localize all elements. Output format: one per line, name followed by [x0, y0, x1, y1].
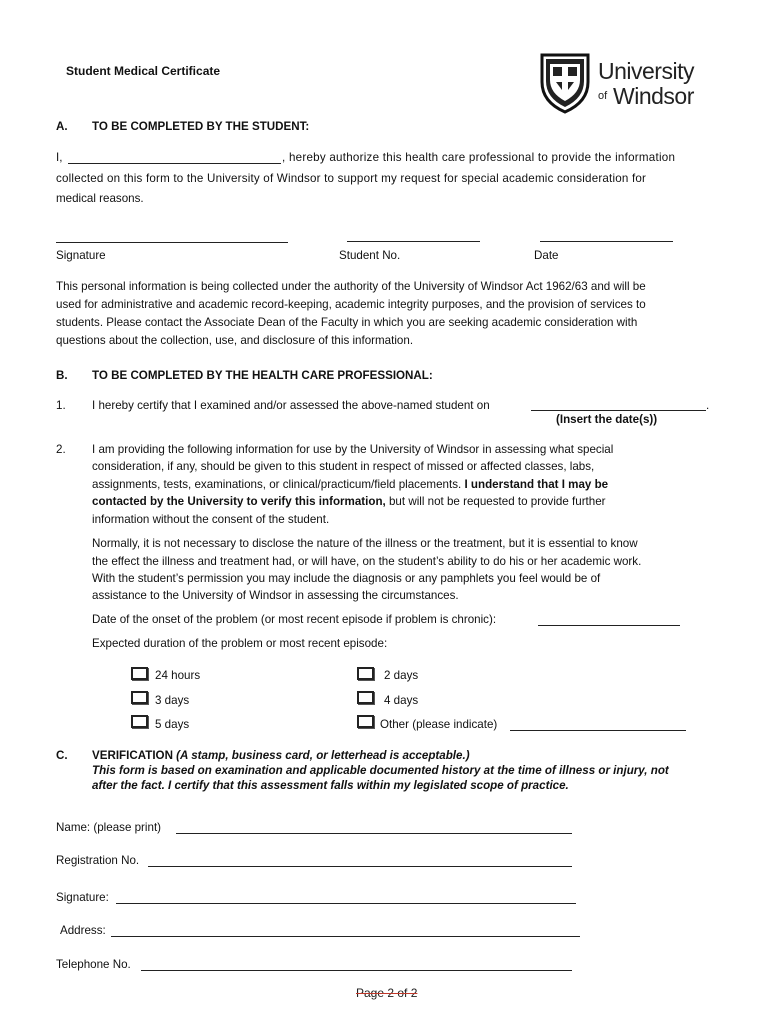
- checkbox-other[interactable]: [357, 715, 374, 728]
- insert-date-hint: (Insert the date(s)): [556, 413, 658, 426]
- page-number: [356, 986, 417, 1000]
- signature-hcp-label: Signature:: [56, 891, 109, 904]
- verification-stamp-note: (A stamp, business card, or letterhead is acceptable.): [172, 749, 470, 762]
- normally-line-3: With the student’s permission you may include the diagnosis or any pamphlets you feel would be of: [92, 572, 601, 585]
- onset-date-field[interactable]: [538, 625, 680, 626]
- crest-icon: [538, 52, 592, 114]
- name-label: Name: (please print): [56, 821, 162, 834]
- signature-hcp-field[interactable]: [116, 903, 576, 904]
- logo-university: University: [598, 58, 694, 84]
- verification-note-1: This form is based on examination and applicable documented history at the time of illness or injury, not: [92, 764, 669, 777]
- privacy-line-4: questions about the collection, use, and disclosure of this information.: [56, 334, 414, 347]
- date-label: Date: [534, 249, 559, 262]
- telephone-field[interactable]: [141, 970, 572, 971]
- student-name-field[interactable]: [68, 163, 281, 164]
- item-2-understand: I understand that I may be: [464, 478, 609, 491]
- section-a-letter: A.: [56, 120, 68, 133]
- page-number-text: Page 2 of 2: [356, 986, 418, 1000]
- privacy-line-1: This personal information is being collected under the authority of the University of Windsor Act 1962/63 and will be: [56, 280, 646, 293]
- normally-line-1: Normally, it is not necessary to disclose the nature of the illness or the treatment, but it is essential to know: [92, 537, 638, 550]
- item-1-text: I hereby certify that I examined and/or assessed the above-named student on: [92, 399, 490, 412]
- section-b-heading: TO BE COMPLETED BY THE HEALTH CARE PROFESSIONAL:: [92, 369, 433, 382]
- verification-note-2: after the fact. I certify that this assessment falls within my legislated scope of practice.: [92, 779, 569, 792]
- signature-label: Signature: [56, 249, 106, 262]
- address-field[interactable]: [111, 936, 580, 937]
- item-2-line-5: information without the consent of the student.: [92, 513, 330, 526]
- logo-windsor: Windsor: [613, 83, 694, 109]
- item-2-line-2: consideration, if any, should be given to this student in respect of missed or affected classes, labs,: [92, 460, 595, 473]
- item-1-number: 1.: [56, 399, 66, 412]
- option-2-days: 2 days: [384, 669, 419, 682]
- checkbox-2-days[interactable]: [357, 667, 374, 680]
- verification-heading: VERIFICATION: [92, 749, 173, 762]
- item-2-line-3: assignments, tests, examinations, or clinical/practicum/field placements.: [92, 478, 462, 491]
- checkbox-24-hours[interactable]: [131, 667, 148, 680]
- authorize-prefix: I,: [56, 151, 63, 164]
- logo-of: of: [598, 90, 608, 102]
- address-label: Address:: [60, 924, 106, 937]
- item-2-line-4: but will not be requested to provide further: [385, 495, 606, 508]
- privacy-line-3: students. Please contact the Associate Dean of the Faculty in which you are seeking academic consideration with: [56, 316, 638, 329]
- section-b-letter: B.: [56, 369, 68, 382]
- university-logo: [538, 52, 708, 114]
- student-no-label: Student No.: [339, 249, 401, 262]
- item-2-line-1: I am providing the following information for use by the University of Windsor in assessing what special: [92, 443, 614, 456]
- name-field[interactable]: [176, 833, 572, 834]
- page-title: Student Medical Certificate: [66, 64, 221, 78]
- student-signature-field[interactable]: [56, 242, 288, 243]
- registration-label: Registration No.: [56, 854, 140, 867]
- normally-line-2: the effect the illness and treatment had, or will have, on the student’s ability to do his or her academic work.: [92, 555, 642, 568]
- item-1-period: .: [706, 399, 710, 412]
- section-c-letter: C.: [56, 749, 68, 762]
- student-date-field[interactable]: [540, 241, 673, 242]
- other-duration-field[interactable]: [510, 730, 686, 731]
- option-4-days: 4 days: [384, 694, 419, 707]
- authorize-text-2: collected on this form to the University of Windsor to support my request for special academic consideration for: [56, 172, 647, 185]
- option-other: Other (please indicate): [380, 718, 498, 731]
- option-3-days: 3 days: [155, 694, 190, 707]
- normally-line-4: assistance to the University of Windsor in assessing the circumstances.: [92, 589, 459, 602]
- item-2-number: 2.: [56, 443, 66, 456]
- privacy-line-2: used for administrative and academic record-keeping, academic integrity purposes, and the provision of services to: [56, 298, 646, 311]
- section-a-heading: TO BE COMPLETED BY THE STUDENT:: [92, 120, 310, 133]
- student-number-field[interactable]: [347, 241, 480, 242]
- telephone-label: Telephone No.: [56, 958, 131, 971]
- checkbox-4-days[interactable]: [357, 691, 374, 704]
- checkbox-5-days[interactable]: [131, 715, 148, 728]
- authorize-text-3: medical reasons.: [56, 192, 144, 205]
- authorize-text-1: , hereby authorize this health care professional to provide the information: [282, 151, 676, 164]
- item-2-contacted: contacted by the University to verify this information,: [92, 495, 386, 508]
- onset-label: Date of the onset of the problem (or most recent episode if problem is chronic):: [92, 613, 497, 626]
- option-5-days: 5 days: [155, 718, 190, 731]
- option-24-hours: 24 hours: [155, 669, 201, 682]
- duration-label: Expected duration of the problem or most recent episode:: [92, 637, 388, 650]
- registration-field[interactable]: [148, 866, 572, 867]
- checkbox-3-days[interactable]: [131, 691, 148, 704]
